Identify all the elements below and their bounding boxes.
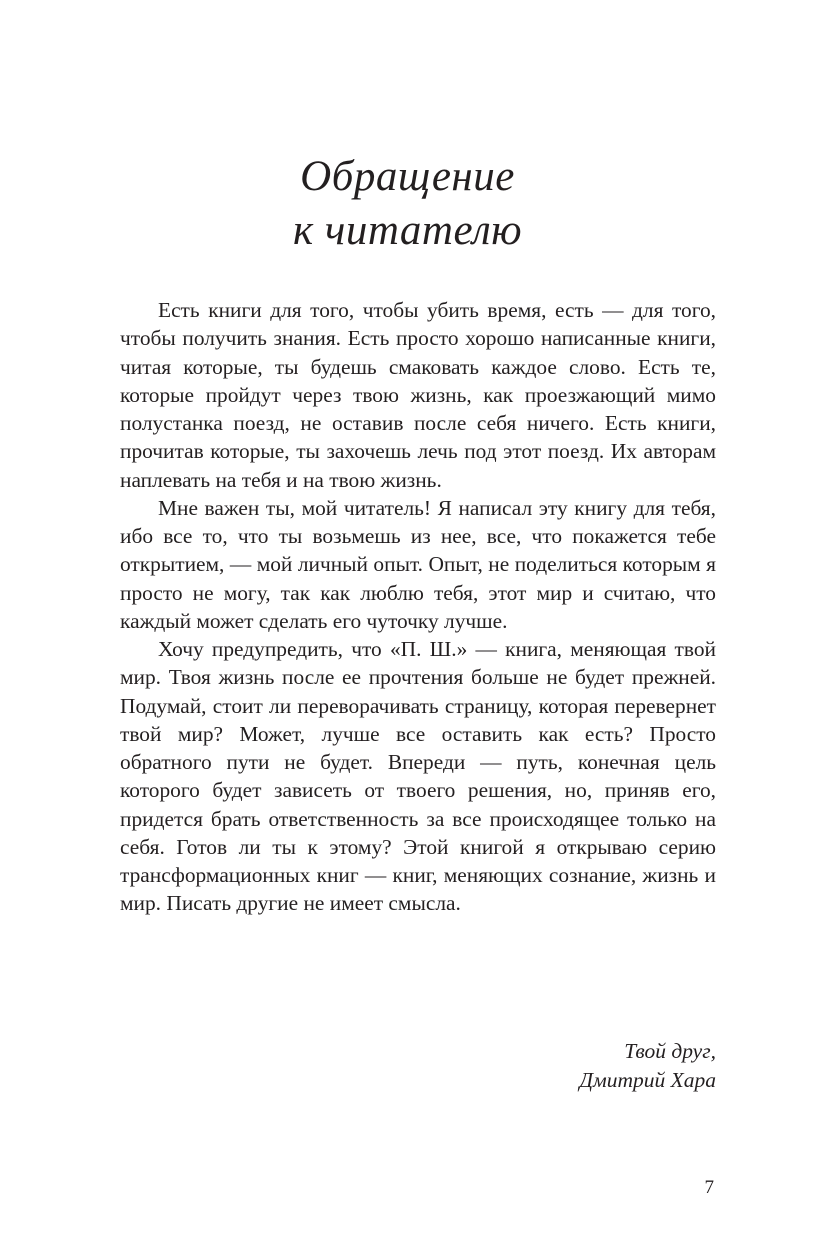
- paragraph-1: Есть книги для того, чтобы убить время, есть — для того, чтобы получить знания. Есть просто хорошо написанные книги, читая которые, ты будешь смаковать каждое слово. Есть те, которые пройдут через твою жизнь, как проезжающий мимо полустанка поезд, не оставив после себя ничего. Есть книги, прочитав которые, ты захочешь лечь под этот поезд. Их авторам наплевать на тебя и на твою жизнь.: [120, 298, 716, 492]
- signature-line-1: Твой друг,: [624, 1039, 716, 1063]
- paragraph-3: Хочу предупредить, что «П. Ш.» — книга, меняющая твой мир. Твоя жизнь после ее прочтения больше не будет прежней. Подумай, стоит ли переворачивать страницу, которая перевернет твой мир? Может, лучше все оставить как есть? Просто обратного пути не будет. Впереди — путь, конечная цель которого будет зависеть от твоего решения, но, приняв его, придется брать ответственность за все происходящее только на себя. Готов ли ты к этому? Этой книгой я открываю серию трансформационных книг — книг, меняющих сознание, жизнь и мир. Писать другие не имеет смысла.: [120, 637, 716, 916]
- body-text: [120, 296, 716, 918]
- signature: [579, 1037, 716, 1095]
- signature-author: Дмитрий Хара: [579, 1068, 716, 1092]
- page-number: 7: [704, 1177, 714, 1198]
- title-line-2: к читателю: [292, 207, 523, 254]
- paragraph-2: Мне важен ты, мой читатель! Я написал эту книгу для тебя, ибо все то, что ты возьмешь из нее, все, что покажется тебе открытием, — мой личный опыт. Опыт, не поделиться которым я просто не могу, так как люблю тебя, этот мир и считаю, что каждый может сделать его чуточку лучше.: [120, 495, 716, 633]
- page-title: [0, 150, 815, 258]
- title-line-1: Обращение: [300, 153, 515, 200]
